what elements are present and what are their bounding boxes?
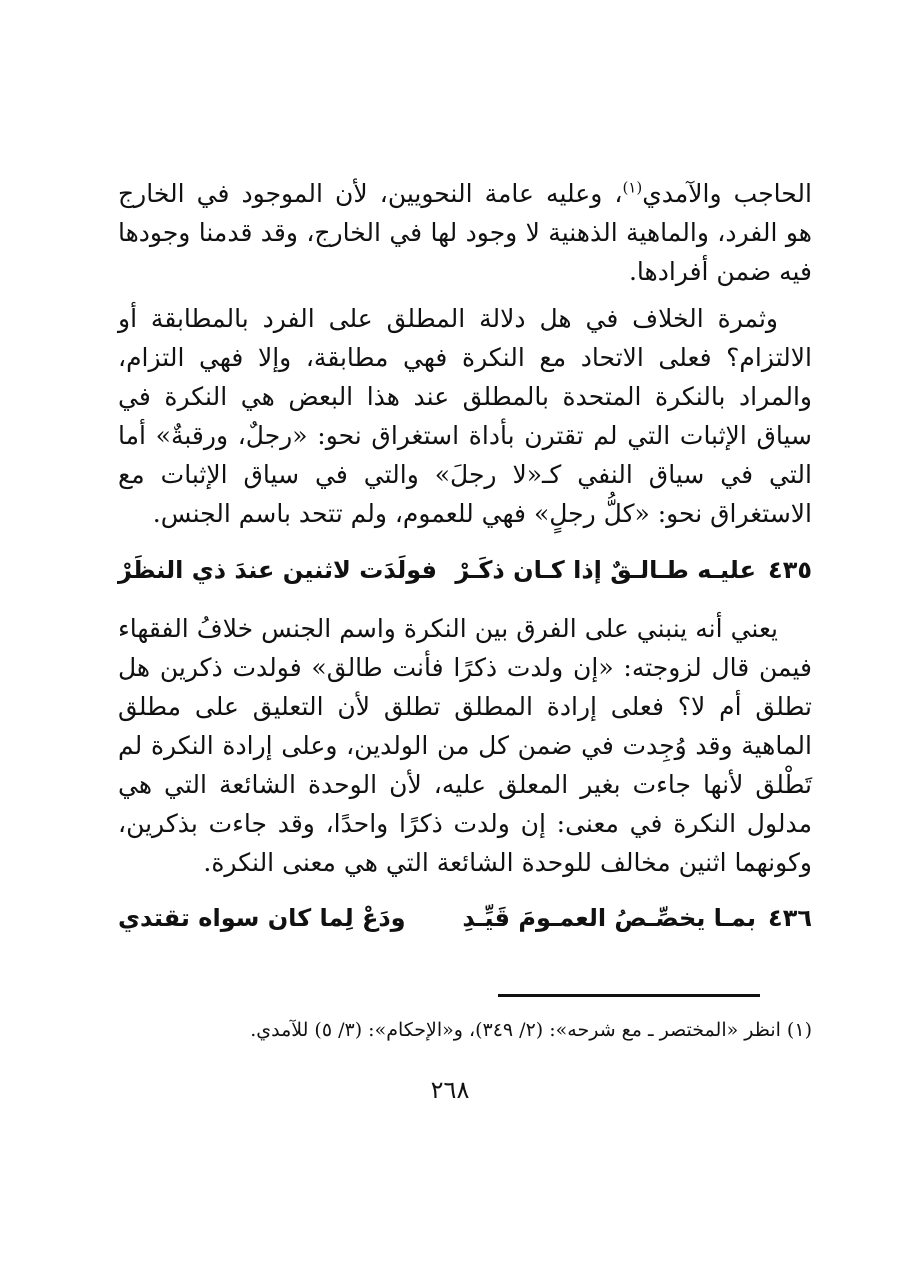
footnote-reference[interactable]: (١) [622,178,643,197]
verse-435-first-hemistich: عليـه طـالـقٌ إذا كـان ذكَـرْ [455,556,756,584]
footnote-1: (١) انظر «المختصر ـ مع شرحه»: (٢/ ٣٤٩)، و«الإحكام»: (٣/ ٥) للآمدي. [250,1019,812,1041]
verse-435-second-hemistich: فولَدَت لاثنين عندَ ذي النظَرْ [118,556,437,584]
verse-436-number: ٤٣٦ [768,904,812,932]
verse-436-first-hemistich: بمـا يخصِّـصُ العمـومَ قَيِّـدِ [462,904,756,932]
paragraph-2-text: وثمرة الخلاف في هل دلالة المطلق على الفرد بالمطابقة أو الالتزام؟ فعلى الاتحاد مع النكرة فهي مطابقة، وإلا فهي التزام، والمراد بالنكرة المتحدة بالمطلق عند هذا البعض هي النكرة في سياق الإثبات التي لم تقترن بأداة استغراق نحو: «رجلٌ، ورقبةٌ» أما التي في سياق النفي كـ«لا رجلَ» والتي في سياق الإثبات مع الاستغراق نحو: «كلُّ رجلٍ» فهي للعموم، ولم تتحد باسم الجنس. [118,304,812,528]
verse-436 [118,904,812,948]
footnote-separator [498,994,760,997]
paragraph-3 [118,609,812,882]
paragraph-1-start: الحاجب والآمدي [642,179,812,208]
page-number: ٢٦٨ [430,1076,470,1104]
paragraph-3-text: يعني أنه ينبني على الفرق بين النكرة واسم الجنس خلافُ الفقهاء فيمن قال لزوجته: «إن ولدت ذكرًا فأنت طالق» فولدت ذكرين هل تطلق أم لا؟ فعلى إرادة المطلق تطلق لأن التعليق على مطلق الماهية وقد وُجِدت في ضمن كل من الولدين، وعلى إرادة النكرة لم تَطْلق لأنها جاءت بغير المعلق عليه، لأن الوحدة الشائعة التي هي مدلول النكرة في معنى: إن ولدت ذكرًا واحدًا، وقد جاءت بذكرين، وكونهما اثنين مخالف للوحدة الشائعة التي هي معنى النكرة. [118,614,812,877]
verse-436-second-hemistich: ودَعْ لِما كان سواه تقتدي [118,904,406,932]
paragraph-1-text [118,174,812,291]
verse-435 [118,556,812,600]
paragraph-2 [118,299,812,533]
verse-435-number: ٤٣٥ [768,556,812,584]
paragraph-1 [118,174,812,291]
paragraph-1-rest: ، وعليه عامة النحويين، لأن الموجود في الخارج هو الفرد، والماهية الذهنية لا وجود لها في الخارج، وقد قدمنا وجودها فيه ضمن أفرادها. [118,179,812,286]
